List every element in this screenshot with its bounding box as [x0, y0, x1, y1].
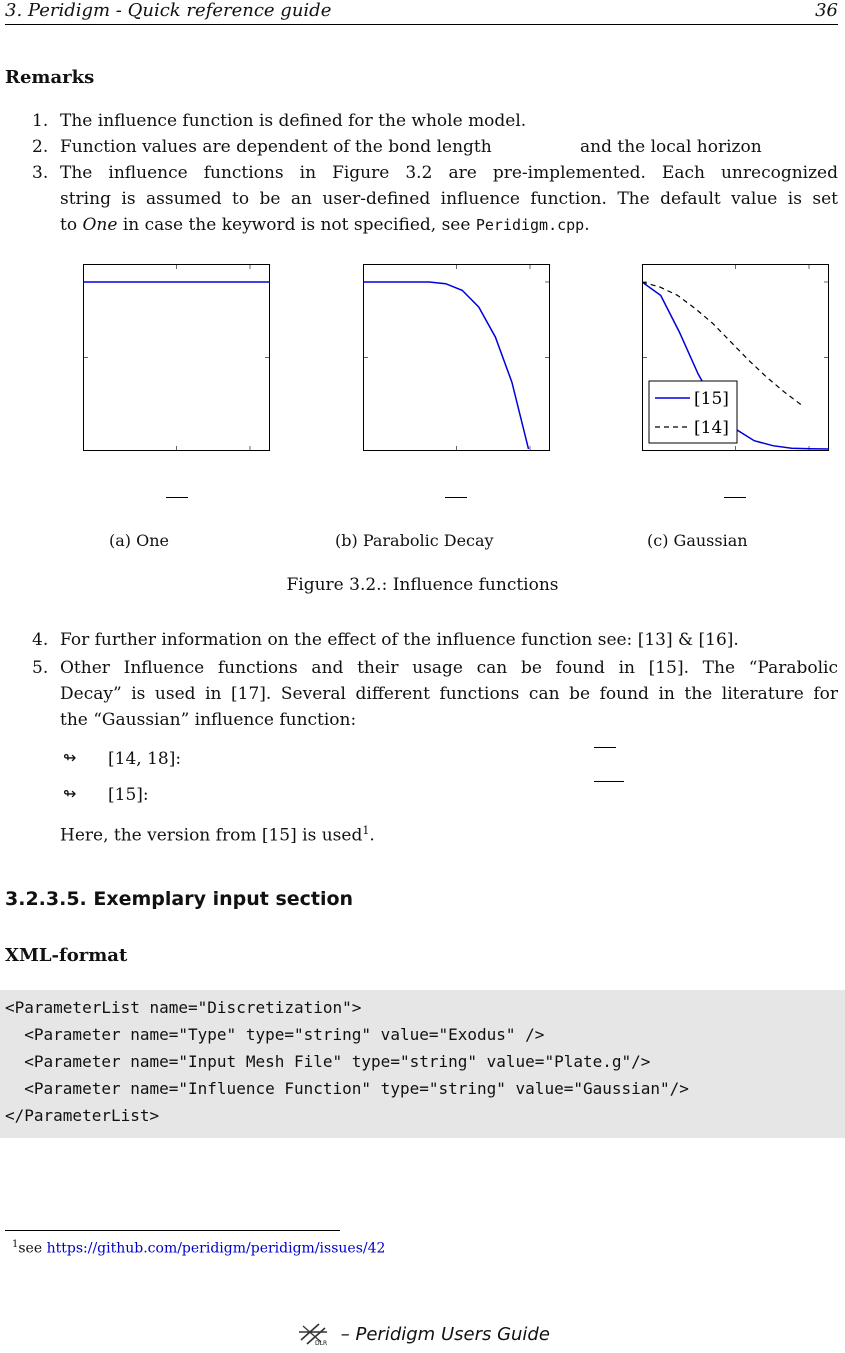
footnote: $^1$see https://github.com/peridigm/peridigm/issues/42	[12, 1239, 386, 1257]
page-footer	[0, 1322, 845, 1348]
file-name: Peridigm.cpp	[475, 216, 585, 234]
axis-label-placeholder	[445, 497, 467, 498]
dlr-logo-icon: DLR	[295, 1322, 335, 1348]
code-block	[0, 990, 845, 1138]
chart-panel-one	[83, 264, 271, 454]
list-item: 4. For further information on the effect of the influence function see: [13] & [16].	[32, 630, 739, 650]
formula-placeholder	[594, 747, 616, 748]
subfigure-caption: (a) One	[109, 531, 169, 550]
series-line	[363, 282, 529, 449]
page-number: 36	[815, 0, 838, 21]
legend-label-15: [15]	[694, 389, 729, 409]
code-line: <Parameter name="Influence Function" type="string" value="Gaussian"/>	[5, 1079, 689, 1098]
arrow-bullet-icon: ↬	[63, 784, 77, 803]
axis-label-placeholder	[724, 497, 746, 498]
chart-panel-parabolic	[363, 264, 551, 454]
remarks-heading: Remarks	[5, 67, 95, 88]
axis-label-placeholder	[166, 497, 188, 498]
code-line: </ParameterList>	[5, 1106, 160, 1125]
subfigure-caption: (c) Gaussian	[647, 531, 748, 550]
code-line: <Parameter name="Input Mesh File" type="string" value="Plate.g"/>	[5, 1052, 651, 1071]
subsection-heading: XML-format	[5, 945, 128, 966]
footnote-link[interactable]: https://github.com/peridigm/peridigm/issues/42	[46, 1240, 386, 1257]
code-line: <ParameterList name="Discretization">	[5, 998, 362, 1017]
section-heading: 3.2.3.5. Exemplary input section	[5, 888, 354, 910]
here-text: Here, the version from [15] is used$^1$.	[60, 824, 375, 846]
arrow-bullet-icon: ↬	[63, 748, 77, 767]
chart-panel-gaussian	[642, 264, 830, 454]
sub-list-item: [14, 18]:	[108, 749, 182, 769]
list-item: 3. The influence functions in Figure 3.2 are pre-implemented. Each unrecognized string is assumed to be an user-defined influence function. The default value is set to One in case the keyword is not specified, see Peridigm.cpp.	[32, 163, 838, 235]
figure-caption: Figure 3.2.: Influence functions	[286, 575, 559, 595]
list-item: 2. Function values are dependent of the bond length and the local horizon	[32, 137, 762, 157]
sub-list-item: [15]:	[108, 785, 149, 805]
legend-label-14: [14]	[694, 418, 729, 438]
page-header	[5, 0, 838, 25]
list-item: 5. Other Influence functions and their usage can be found in [15]. The “Parabolic Decay” is used in [17]. Several different functions can be found in the literature for the “Gaussian” influence function:	[32, 658, 838, 730]
plot-frame	[84, 265, 270, 451]
list-item: 1. The influence function is defined for the whole model.	[32, 111, 527, 131]
header-title: 3. Peridigm - Quick reference guide	[5, 0, 332, 21]
footnote-rule	[5, 1230, 340, 1231]
subfigure-caption: (b) Parabolic Decay	[335, 531, 494, 550]
code-line: <Parameter name="Type" type="string" value="Exodus" />	[5, 1025, 545, 1044]
formula-placeholder	[594, 781, 624, 782]
footer-text: – Peridigm Users Guide	[340, 1324, 550, 1345]
